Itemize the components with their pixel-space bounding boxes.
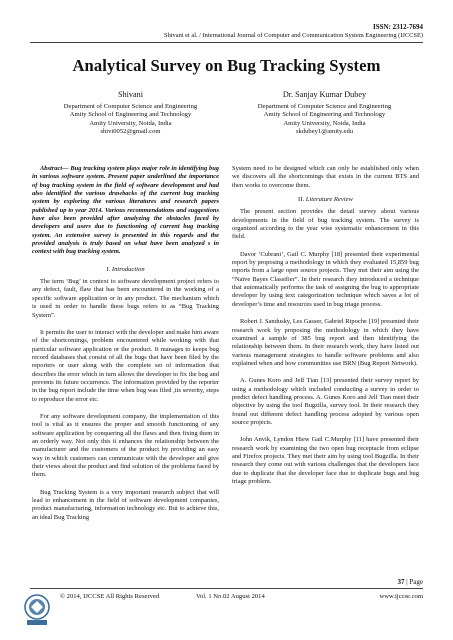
author-email[interactable]: skdubey1@amity.edu bbox=[295, 128, 354, 136]
paragraph: Robert J. Sandusky, Les Gasser, Gabriel Ripoche [19] presented their research work by proposing the methodology in which they have examined a sample of 385 bug report and then identifying the relationship between them. In their research work, they have listed out various management strategies to handle software problems and also explained when and how communities use BRN (Bug Report Network). bbox=[232, 318, 419, 367]
author-name: Dr. Sanjay Kumar Dubey bbox=[282, 90, 367, 99]
section-number: II. bbox=[298, 196, 305, 204]
paragraph: It permits the user to interact with the developer and make him aware of the shortcomings, problem encountered while working with that particular software application or the product. It manages to keeps bug record databases that consist of all the bugs that have been filed by the reporters or user along with the complete set of information that describes the error which in turn allows the developer to fix the bug and prevents its future occurrence. The information provided by the reporter in the bug report include the time when bug was filed ,its severity, steps to reproduce the error etc. bbox=[32, 328, 219, 403]
author-block-1 bbox=[38, 91, 223, 137]
paragraph: The present section provides the detail survey about various developments in the field of bug tracking system. The survey is organized according to the year wise systematic enhancement in this field. bbox=[232, 208, 419, 241]
section-heading-introduction bbox=[32, 266, 219, 274]
paper-title: Analytical Survey on Bug Tracking System bbox=[72, 56, 381, 75]
paragraph: For any software development company, the implementation of this tool is vital as it ensures the proper and smooth functioning of any software application by conquering all the flaws and then fixing them in an orderly way. Not only this it enhances the relationship between the manufacturer and the customers of the product by providing an easy way in which customers can communicate with the developer and give their views about the product and find solution of the problems faced by them. bbox=[32, 412, 219, 479]
paragraph: John Anvik, Lyndon Hiew Gail C.Murphy [11] have presented their research work by examining the two open bug receptacle from eclipse and Firefox projects. They met their aim by using tool Bugzilla. In their research they come out with various challenges that the developers face due to duplicate that the developer face due to duplicate bugs and bug triage problem. bbox=[232, 436, 419, 485]
paragraph: A. Gunes Koro and Jelf Tian [13] presented their survey report by using a methodology which included conducting a survey in order to predict defect handling process. A. Gunes Koro and Jelf Tian meet their objective by using the tool Bugzilla, survey tool. In their research they found out different defect handling process adopted by various open source projects. bbox=[232, 377, 419, 426]
paragraph-continued: System need to be designed which can only be established only when we discovers all the shortcomings that exists in the current BTS and then works to overcome them. bbox=[232, 165, 419, 189]
paragraph: Bug Tracking System is a very important research subject that will lead to enhancement in the field of software development companies, product manufacturing, information technology etc. But to achieve this, an ideal Bug Tracking bbox=[32, 488, 219, 521]
footer-volume: Vol. 1 No.02 August 2014 bbox=[196, 593, 265, 600]
left-column bbox=[32, 165, 219, 531]
journal-seal-logo-icon bbox=[22, 593, 52, 627]
abstract: Abstract— Bug tracking system plays major role in identifying bug in various software system. Present paper underlined the importance of bug tracking system in the field of software development and had also identified the various drawbacks of the current bug tracking system by exploring the various literatures and research papers published up to year 2014. Various recommendations and suggestions have also been provided after analyzing the obstacles faced by developers and users due to functioning of current bug tracking system. An extensive survey is presented in this regards and the provided analysis is truly based on what have been analyzed s in context with bug tracking system. bbox=[32, 165, 219, 256]
author-dept: Department of Computer Science and Engineering bbox=[63, 102, 198, 110]
section-heading-literature-review bbox=[232, 196, 419, 204]
section-number: I. bbox=[106, 265, 111, 273]
section-title: Literature Review bbox=[305, 196, 353, 204]
author-block-2 bbox=[232, 91, 417, 137]
author-name: Shivani bbox=[117, 90, 144, 99]
author-school: Amity School of Engineering and Technology bbox=[263, 111, 386, 119]
author-university: Amity University, Noida, India bbox=[89, 119, 172, 127]
issn: ISSN: 2312-7694 bbox=[373, 23, 423, 31]
header-rule bbox=[30, 42, 423, 43]
paragraph: The term ‘Bug’ in context to software development project refers to any defect, fault, flaw that has been encountered in the working of a specific software application or in any product. The mechanism which is used in order to handle these bugs refers to as “Bug Tracking System”. bbox=[32, 278, 219, 319]
author-email[interactable]: shivi0052@gmail.com bbox=[100, 128, 161, 136]
page-number-value: 37 bbox=[397, 578, 405, 586]
footer-website[interactable]: www.ijccse.com bbox=[379, 593, 423, 600]
author-school: Amity School of Engineering and Technology bbox=[69, 111, 192, 119]
page-number: 37 | Page bbox=[397, 578, 423, 586]
section-title: Introduction bbox=[111, 265, 145, 273]
author-university: Amity University, Noida, India bbox=[283, 119, 366, 127]
paragraph: Davor ‘Cubrani’, Gail C. Murphy [18] presented their experimental report by proposing a methodology in which they evaluated 15,859 bug reports from a large open source projects. They met their aim using the “Naïve Bayes Classifier”. In their research they introduced a technique that automatically performs the task of assigning the bug to appropriate developer by using text categorization technique which saves a lot of developer’s time and resources used in bug triage process. bbox=[232, 250, 419, 308]
right-column bbox=[232, 165, 419, 495]
footer-rule bbox=[30, 588, 423, 589]
page-word: Page bbox=[409, 578, 423, 586]
author-dept: Department of Computer Science and Engineering bbox=[257, 102, 392, 110]
running-header: Shivani et al. / International Journal of Computer and Communication System Engineering (IJCCSE) bbox=[164, 32, 423, 39]
footer-copyright: © 2014, IJCCSE All Rights Reserved bbox=[60, 593, 160, 600]
